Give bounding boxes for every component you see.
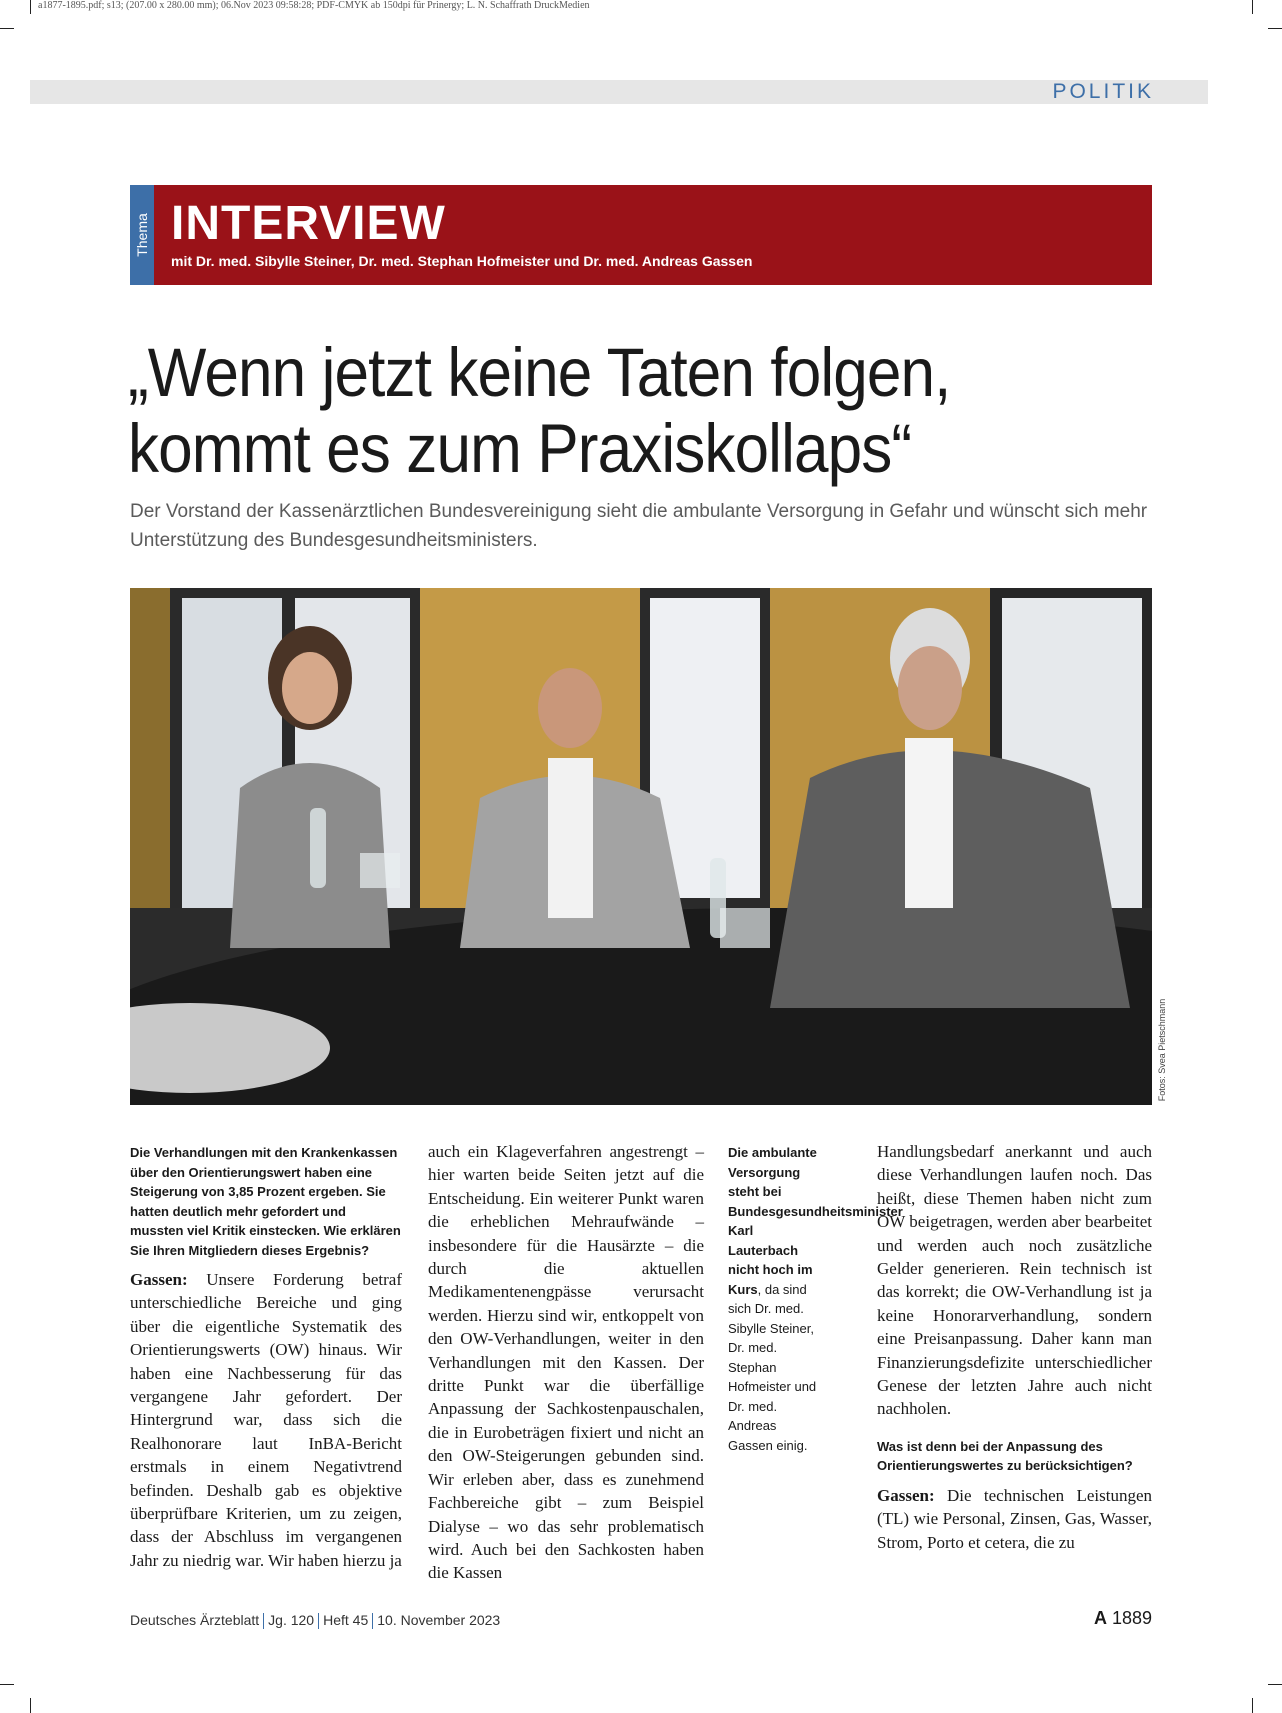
crop-mark (1252, 0, 1253, 14)
page-footer (130, 1612, 500, 1629)
column-1 (130, 1143, 402, 1572)
crop-mark (1268, 28, 1282, 29)
kicker-title: INTERVIEW (171, 197, 446, 250)
headline-line-1: „Wenn jetzt keine Taten folgen, (128, 334, 951, 411)
issue: Heft 45 (323, 1612, 369, 1628)
interview-answer-cont: Handlungsbedarf anerkannt und auch diese Verhandlungen laufen noch. Das heißt, diese Themen haben nicht zum OW beigetragen, werden aber bearbeitet und werden auch noch zusätzliche Gelder generieren. Rein technisch ist das korrekt; die OW-Verhandlung ist ja keine Honorarverhandlung, sondern eine Preisanpassung. Daher kann man Finanzierungsdefizite unterschiedlicher Genese der letzten Jahre auch nicht nachholen. (877, 1142, 1152, 1419)
crop-mark (1268, 1684, 1282, 1685)
interview-answer-cont: auch ein Klageverfahren angestrengt – hier warten beide Seiten jetzt auf die Entscheidung. Ein weiterer Punkt waren die erheblichen Mehraufwände – insbesondere für die Hausärzte – die durch die aktuellen Medikamentenengpässe verursacht werden. Hierzu sind wir, entkoppelt von den OW-Verhandlungen, weiter in den Verhandlungen mit den Kassen. Der dritte Punkt war die überfällige Anpassung der Sachkostenpauschalen, die in Eurobeträgen fixiert und nicht an den OW-Steigerungen gebunden sind. Wir erleben aber, dass es zunehmend Fachbereiche gibt – zum Beispiel Dialyse – wo das sehr problematisch wird. Auch bei den Sachkosten haben die Kassen (428, 1142, 704, 1583)
interview-answer: Gassen: Die technischen Leistungen (TL) wie Personal, Zinsen, Gas, Wasser, Strom, Porto et cetera, die zu (877, 1485, 1153, 1552)
footer-separator (372, 1613, 373, 1629)
photo-credit: Fotos: Svea Pietschmann (1157, 998, 1167, 1102)
section-label: POLITIK (1052, 80, 1154, 103)
crop-mark (30, 0, 31, 14)
footer-separator (263, 1613, 264, 1629)
thema-tab (130, 185, 154, 285)
column-4 (877, 1140, 1152, 1554)
interview-question: Die Verhandlungen mit den Krankenkassen über den Orientierungswert haben eine Steigerung von 3,85 Prozent ergeben. Sie hatten deutlich mehr gefordert und mussten viel Kritik einstecken. Wie erklären Sie Ihren Mitgliedern dieses Ergebnis? (130, 1145, 401, 1258)
headline (128, 335, 1055, 487)
page-number: A 1889 (1093, 1608, 1152, 1628)
interview-answer: Gassen: Unsere Forderung betraf unterschiedliche Bereiche und ging über die eigentliche Systematik des Orientierungswerts (OW) hinaus. Wir haben eine Nachbesserung für das vergangene Jahr gefordert. Der Hintergrund war, dass sich die Realhonorare laut InBA-Bericht erstmals in einem Negativtrend befinden. Deshalb gab es objektive überprüfbare Kriterien, um zu zeigen, dass der Abschluss im vergangenen Jahr zu niedrig war. Wir haben hierzu ja (130, 1270, 402, 1570)
interview-photo (130, 588, 1152, 1105)
thema-label: Thema (134, 213, 150, 257)
section-bar (30, 80, 1208, 104)
caption-rest: , da sind sich Dr. med. Sibylle Steiner, Dr. med. Stephan Hofmeister und Dr. med. Andreas Gassen einig. (728, 1281, 817, 1453)
headline-line-2: kommt es zum Praxiskollaps“ (128, 410, 912, 487)
photo-caption (728, 1143, 903, 1455)
journal-name: Deutsches Ärzteblatt (130, 1612, 260, 1628)
speaker-name: Gassen: (877, 1485, 935, 1505)
volume: Jg. 120 (268, 1612, 315, 1628)
print-slug: a1877-1895.pdf; s13; (207.00 x 280.00 mm); 06.Nov 2023 09:58:28; PDF-CMYK ab 150dpi für Prinergy; L. N. Schaffrath DruckMedien (38, 0, 590, 11)
speaker-name: Gassen: (130, 1270, 188, 1289)
crop-mark (1252, 1698, 1253, 1713)
interview-question: Was ist denn bei der Anpassung des Orientierungswertes zu berücksichtigen? (877, 1438, 1133, 1474)
issue-date: 10. November 2023 (377, 1612, 501, 1628)
caption-bold: Die ambulante Versorgung steht bei Bundesgesundheitsminister Karl Lauterbach nicht hoch im Kurs (728, 1145, 903, 1297)
crop-mark (30, 1698, 31, 1713)
crop-mark (0, 1684, 14, 1685)
footer-separator (318, 1613, 319, 1629)
column-2 (428, 1140, 704, 1585)
lead-paragraph: Der Vorstand der Kassenärztlichen Bundesvereinigung sieht die ambulante Versorgung in Gefahr und wünscht sich mehr Unterstützung des Bundesgesundheitsministers. (130, 501, 1148, 551)
kicker-subtitle: mit Dr. med. Sibylle Steiner, Dr. med. Stephan Hofmeister und Dr. med. Andreas Gassen (171, 253, 753, 269)
crop-mark (0, 28, 14, 29)
